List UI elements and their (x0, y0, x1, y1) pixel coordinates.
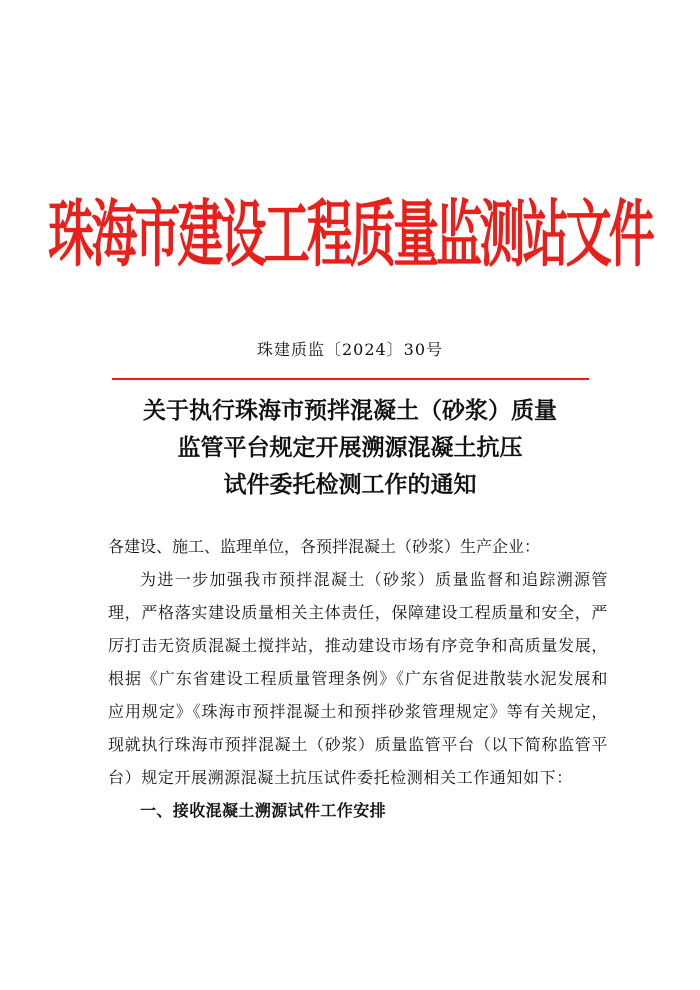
masthead-text: 珠海市建设工程质量监测站文件 (48, 192, 652, 278)
title-line-2: 监管平台规定开展溯源混凝土抗压 (177, 434, 523, 461)
intro-paragraph: 为进一步加强我市预拌混凝土（砂浆）质量监督和追踪溯源管理，严格落实建设质量相关主体责任，保障建设工程质量和安全，严厉打击无资质混凝土搅拌站，推动建设市场有序竞争和高质量发展，根据《广东省建设工程质量管理条例》《广东省促进散装水泥发展和应用规定》《珠海市预拌混凝土和预拌砂浆管理规定》等有关规定，现就执行珠海市预拌混凝土（砂浆）质量监管平台（以下简称监管平台）规定开展溯源混凝土抗压试件委托检测相关工作通知如下： (108, 570, 608, 787)
title-line-1: 关于执行珠海市预拌混凝土（砂浆）质量 (143, 397, 557, 424)
red-divider-line (112, 378, 589, 380)
notice-body (108, 530, 608, 827)
salutation: 各建设、施工、监理单位，各预拌混凝土（砂浆）生产企业： (108, 537, 541, 556)
document-masthead (0, 192, 700, 278)
title-line-3: 试件委托检测工作的通知 (223, 471, 477, 498)
section-heading-1: 一、接收混凝土溯源试件工作安排 (140, 801, 387, 820)
document-number: 珠建质监〔2024〕30号 (256, 340, 444, 359)
notice-title (80, 392, 620, 503)
